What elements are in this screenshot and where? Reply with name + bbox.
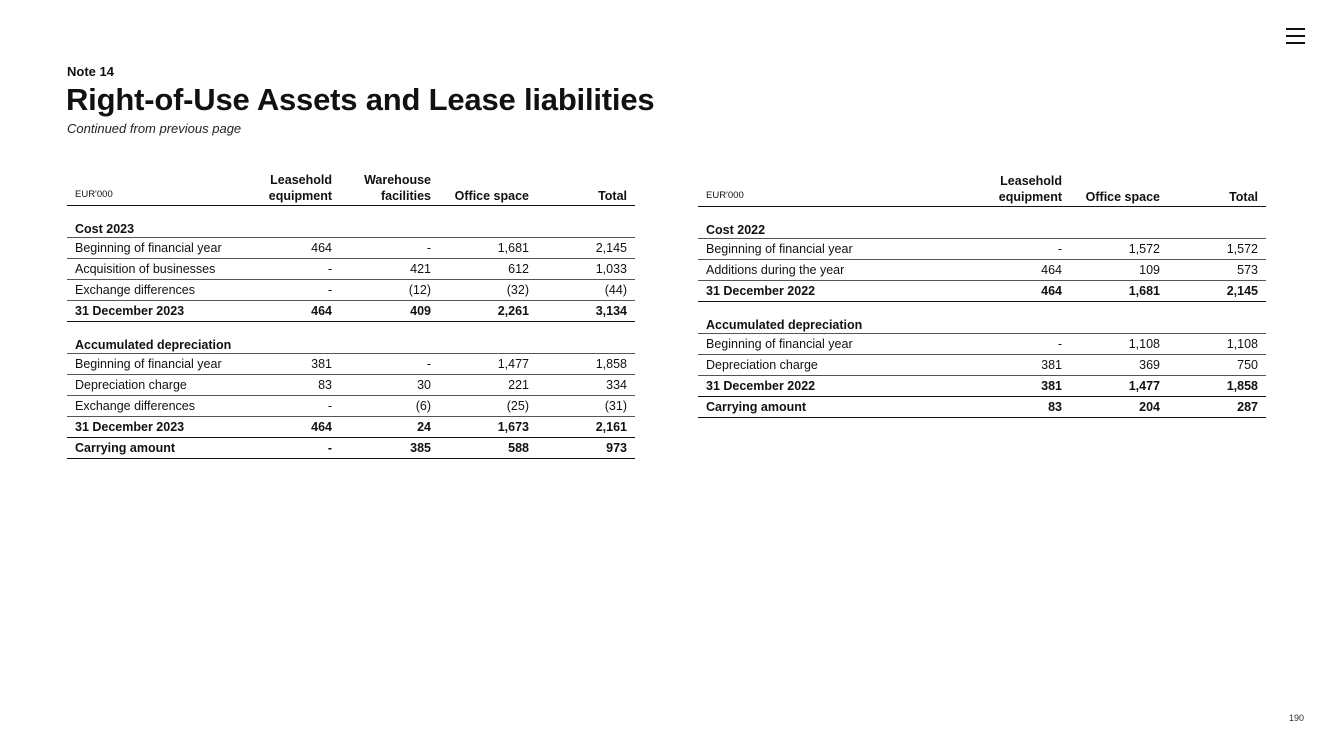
row-label: Exchange differences [67,280,243,301]
unit-label: EUR'000 [698,166,971,207]
table-row [698,355,1266,376]
table-cell: 381 [243,354,340,375]
table-cell: 204 [1070,397,1168,418]
section-header-row [67,206,635,238]
table-cell: 573 [1168,260,1266,281]
table-header-row [698,166,1266,207]
row-label: Depreciation charge [698,355,971,376]
table-cell: 1,033 [537,259,635,280]
table-row [67,238,635,259]
row-label: 31 December 2022 [698,376,971,397]
table-row [698,239,1266,260]
column-header: Leasehold equipment [971,166,1070,207]
table-cell: 24 [340,417,439,438]
table-cell [1168,302,1266,334]
table-row [67,354,635,375]
hamburger-menu-icon[interactable] [1286,27,1305,45]
section-header-row [67,322,635,354]
row-label: Carrying amount [698,397,971,418]
table-cell: 1,477 [439,354,537,375]
table-cell [971,302,1070,334]
table-cell: (31) [537,396,635,417]
table-cell [340,206,439,238]
table-cell: 1,681 [1070,281,1168,302]
column-header: Leasehold equipment [243,165,340,206]
table-cell: 381 [971,355,1070,376]
page-number: 190 [1289,713,1305,723]
column-header: Total [537,165,635,206]
note-label: Note 14 [67,64,114,79]
column-header: Warehouse facilities [340,165,439,206]
table-cell [1070,207,1168,239]
table-cell: (44) [537,280,635,301]
menu-bar [1286,35,1305,37]
column-header: Total [1168,166,1266,207]
table-cell: (12) [340,280,439,301]
unit-label: EUR'000 [67,165,243,206]
row-label: Beginning of financial year [67,354,243,375]
table-cell: 1,572 [1070,239,1168,260]
section-header-row [698,302,1266,334]
table-cell: 1,858 [537,354,635,375]
column-header: Office space [1070,166,1168,207]
row-label: Beginning of financial year [698,334,971,355]
table-2023 [67,165,635,459]
row-label: Accumulated depreciation [67,322,243,354]
table-cell [439,206,537,238]
total-row [67,417,635,438]
table-row [698,260,1266,281]
table-cell: - [340,238,439,259]
table-cell: 1,572 [1168,239,1266,260]
table-cell [537,206,635,238]
row-label: Accumulated depreciation [698,302,971,334]
table-cell: 464 [971,281,1070,302]
table-row [67,396,635,417]
table-row [698,334,1266,355]
table-cell: (25) [439,396,537,417]
table-cell: (32) [439,280,537,301]
table-cell: 1,673 [439,417,537,438]
table-cell: - [243,280,340,301]
table-cell: 421 [340,259,439,280]
table-cell: 381 [971,376,1070,397]
table-cell: 221 [439,375,537,396]
table-cell: 3,134 [537,301,635,322]
table-cell: 2,161 [537,417,635,438]
row-label: Cost 2023 [67,206,243,238]
row-label: 31 December 2023 [67,301,243,322]
table-row [67,280,635,301]
page-subtitle: Continued from previous page [67,121,242,136]
table-cell [340,322,439,354]
row-label: Exchange differences [67,396,243,417]
table-cell: - [971,239,1070,260]
table-cell: - [971,334,1070,355]
table-cell [439,322,537,354]
row-label: Depreciation charge [67,375,243,396]
page-title: Right-of-Use Assets and Lease liabilities [66,82,655,117]
total-row [698,376,1266,397]
row-label: 31 December 2023 [67,417,243,438]
table-cell [1168,207,1266,239]
total-row [67,301,635,322]
table-cell: 973 [537,438,635,459]
table-header-row [67,165,635,206]
table-cell: 588 [439,438,537,459]
section-header-row [698,207,1266,239]
total-row [67,438,635,459]
table-cell: 30 [340,375,439,396]
table-cell: 2,261 [439,301,537,322]
table-cell: - [340,354,439,375]
table-cell: - [243,396,340,417]
table-cell: 409 [340,301,439,322]
menu-bar [1286,28,1305,30]
table-cell [243,206,340,238]
table-cell: 287 [1168,397,1266,418]
row-label: Acquisition of businesses [67,259,243,280]
row-label: 31 December 2022 [698,281,971,302]
column-header: Office space [439,165,537,206]
row-label: Beginning of financial year [698,239,971,260]
table-cell: 369 [1070,355,1168,376]
table-cell [971,207,1070,239]
table-cell: 464 [243,301,340,322]
table-cell: - [243,259,340,280]
table-row [67,259,635,280]
total-row [698,397,1266,418]
table-cell: 1,681 [439,238,537,259]
table-row [67,375,635,396]
table-cell: 464 [243,417,340,438]
table-cell: 1,108 [1168,334,1266,355]
table-cell: 612 [439,259,537,280]
table-cell: 83 [971,397,1070,418]
table-cell: (6) [340,396,439,417]
table-cell: 385 [340,438,439,459]
table-cell: 1,108 [1070,334,1168,355]
table-cell [243,322,340,354]
row-label: Beginning of financial year [67,238,243,259]
table-cell: 464 [243,238,340,259]
table-cell: 109 [1070,260,1168,281]
row-label: Additions during the year [698,260,971,281]
table-2022 [698,166,1266,418]
table-cell [537,322,635,354]
table-cell: 1,477 [1070,376,1168,397]
table-cell: 750 [1168,355,1266,376]
table-cell [1070,302,1168,334]
table-cell: - [243,438,340,459]
table-cell: 464 [971,260,1070,281]
total-row [698,281,1266,302]
menu-bar [1286,42,1305,44]
table-cell: 1,858 [1168,376,1266,397]
table-cell: 83 [243,375,340,396]
table-cell: 334 [537,375,635,396]
table-cell: 2,145 [1168,281,1266,302]
table-cell: 2,145 [537,238,635,259]
row-label: Cost 2022 [698,207,971,239]
row-label: Carrying amount [67,438,243,459]
